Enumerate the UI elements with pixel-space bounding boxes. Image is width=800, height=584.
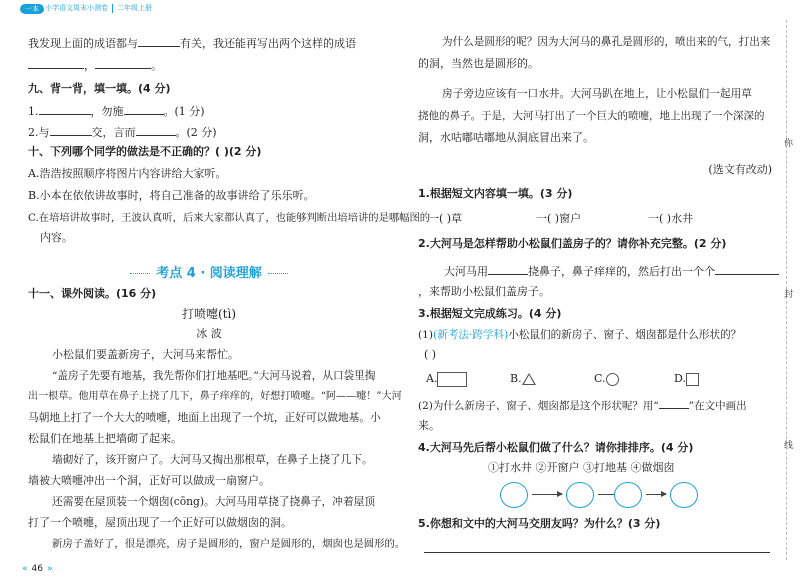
- text: 。(1 分): [163, 105, 205, 118]
- text: 挠鼻子，鼻子痒痒的，然后打出一个个: [528, 265, 715, 278]
- option-c-cont: 内容。: [40, 231, 73, 244]
- text: (2)为什么新房子、窗子、烟囱都是这个形状呢？用“: [418, 400, 659, 412]
- story-paragraph: 松鼠们在地基上把墙砌了起来。: [28, 432, 182, 445]
- option-a: A.浩浩按照顺序将图片内容讲给大家听。: [28, 167, 227, 180]
- question-title: 十、下列哪个同学的做法是不正确的？( )(2 分): [28, 145, 262, 158]
- order-cloud-1[interactable]: [500, 482, 528, 508]
- question-title: 十一、课外阅读。(16 分): [28, 287, 157, 300]
- order-cloud-4[interactable]: [670, 482, 698, 508]
- binding-char: 线: [784, 441, 794, 451]
- answer-blank[interactable]: [39, 102, 91, 115]
- wavy-line-sample: [659, 396, 689, 409]
- option-b: B.小本在依依讲故事时，将自己准备的故事讲给了乐乐听。: [28, 189, 315, 202]
- answer-blank[interactable]: [28, 56, 84, 69]
- fill-line: [444, 262, 779, 280]
- question-item: [28, 123, 217, 141]
- story-paragraph: 洞，水咕嘟咕嘟地从洞底冒出来了。: [418, 131, 594, 144]
- question-item: [418, 327, 741, 343]
- answer-blank[interactable]: [95, 56, 151, 69]
- triangle-shape: [522, 373, 536, 385]
- text: 2.与: [28, 126, 50, 139]
- arrow-right-icon: [646, 494, 666, 495]
- option-d[interactable]: [674, 371, 699, 387]
- answer-line[interactable]: [424, 552, 770, 553]
- story-paragraph: 新房子盖好了，很是漂亮，房子是圆形的，窗户是圆形的，烟囱也是圆形的。: [52, 538, 406, 550]
- fill-line: ，来帮助小松鼠们盖房子。: [418, 285, 550, 298]
- text: 大河马用: [444, 265, 488, 278]
- story-paragraph: 小松鼠们要盖新房子，大河马来帮忙。: [52, 348, 239, 361]
- story-paragraph: 墙砌好了，该开窗户了。大河马又掏出那根草，在鼻子上挠了几下。: [52, 453, 373, 466]
- answer-blank[interactable]: [124, 102, 164, 115]
- text: 小松鼠们的新房子、窗子、烟囱都是什么形状的？: [508, 329, 742, 341]
- story-paragraph: 马朝地上打了一个大大的喷嚏，地面上出现了一个坑，正好可以做地基。小: [28, 411, 381, 424]
- story-paragraph: 的洞，当然也是圆形的。: [418, 57, 539, 70]
- order-cloud-2[interactable]: [566, 482, 594, 508]
- text: 交，言而: [91, 126, 136, 139]
- page-number-text: 46: [31, 564, 43, 574]
- option-b[interactable]: [510, 371, 536, 387]
- question-title: 5.你想和文中的大河马交朋友吗？为什么？(3 分): [418, 517, 661, 530]
- text: (1): [418, 329, 434, 341]
- story-title: 打喷嚏(tì): [181, 307, 237, 321]
- question-item: [28, 102, 205, 120]
- story-paragraph: 挠他的鼻子。于是，大河马打出了一个巨大的喷嚏，地上出现了一个深深的: [418, 110, 765, 122]
- fill-item[interactable]: 一( )窗户: [536, 212, 582, 225]
- source-note: (选文有改动): [708, 163, 772, 176]
- page-number: « 46 »: [22, 564, 53, 574]
- binding-char: 封: [784, 290, 794, 300]
- option-c: C.在培培讲故事时，王波认真听，后来大家都认真了，也能够判断出培培讲的是哪幅图的: [28, 212, 431, 224]
- text: ”在文中画出: [688, 400, 747, 412]
- square-shape: [686, 373, 699, 386]
- text: B.: [510, 372, 522, 385]
- story-paragraph: 打了一个喷嚏，屋顶出现了一个正好可以做烟囱的洞。: [28, 516, 292, 529]
- answer-blank[interactable]: [50, 123, 92, 136]
- question-item: 来。: [418, 419, 440, 432]
- answer-paren[interactable]: ( ): [424, 348, 437, 361]
- text: 我发现上面的成语都与: [28, 37, 138, 50]
- circle-shape: [606, 373, 619, 386]
- story-paragraph: 还需要在屋顶装一个烟囱(cōng)。大河马用草挠了挠鼻子，冲着屋顶: [52, 495, 376, 508]
- story-paragraph: 为什么是圆形的呢？因为大河马的鼻孔是圆形的，喷出来的气，打出来: [442, 36, 771, 48]
- question-title: 2.大河马是怎样帮助小松鼠们盖房子的？请你补充完整。(2 分): [418, 237, 727, 250]
- question-title: 4.大河马先后帮小松鼠们做了什么？请你排排序。(4 分): [418, 441, 694, 454]
- answer-blank[interactable]: [715, 262, 779, 275]
- text: ，: [84, 59, 95, 72]
- text: C.: [594, 372, 606, 385]
- text: D.: [674, 372, 686, 385]
- text: A.: [426, 372, 438, 385]
- question-title: 3.根据短文完成练习。(4 分): [418, 307, 562, 320]
- grade-label: 二年级上册: [117, 4, 152, 12]
- binding-char: 你: [784, 139, 794, 149]
- story-paragraph: “盖房子先要有地基，我先帮你们打地基吧。”大河马说着，从口袋里掏: [52, 370, 376, 382]
- text: 。(2 分): [175, 126, 217, 139]
- new-method-tag: (新考法·跨学科): [433, 329, 509, 341]
- series-title: 小学语文周末小测卷: [45, 4, 108, 12]
- fill-item[interactable]: 一( )草: [428, 212, 463, 225]
- text: 1.: [28, 105, 39, 118]
- text: 有关，我还能再写出两个这样的成语: [180, 37, 356, 50]
- answer-blank[interactable]: [136, 123, 176, 136]
- section-heading: 考点 4 · 阅读理解: [28, 262, 390, 281]
- fill-item[interactable]: 一( )水井: [648, 212, 694, 225]
- option-a[interactable]: [426, 371, 467, 387]
- option-c[interactable]: [594, 371, 619, 387]
- brand-badge: 一本: [20, 4, 44, 14]
- text: ，勿施: [90, 105, 124, 118]
- text-line: ， 。: [28, 56, 162, 74]
- story-paragraph: 出一根草。他用草在鼻子上挠了几下，鼻子痒痒的，好想打喷嚏。“阿——嚏！”大河: [28, 391, 402, 402]
- story-paragraph: 房子旁边应该有一口水井。大河马趴在地上，让小松鼠们一起用草: [442, 87, 752, 100]
- question-item: [418, 396, 747, 414]
- arrow-right-icon: [532, 494, 562, 495]
- text-line: [28, 34, 356, 52]
- story-author: 冰 波: [196, 327, 222, 340]
- header-divider: [112, 4, 113, 13]
- answer-blank[interactable]: [138, 34, 180, 47]
- question-title: 九、背一背，填一填。(4 分): [28, 82, 171, 95]
- rectangle-shape: [437, 372, 467, 387]
- order-cloud-3[interactable]: [614, 482, 642, 508]
- story-paragraph: 墙被大喷嚏冲出一个洞，正好可以做成一扇窗户。: [28, 474, 270, 487]
- answer-blank[interactable]: [488, 262, 528, 275]
- question-title: 1.根据短文内容填一填。(3 分): [418, 187, 573, 200]
- order-options: ①打水井 ②开窗户 ③打地基 ④做烟囱: [488, 461, 675, 474]
